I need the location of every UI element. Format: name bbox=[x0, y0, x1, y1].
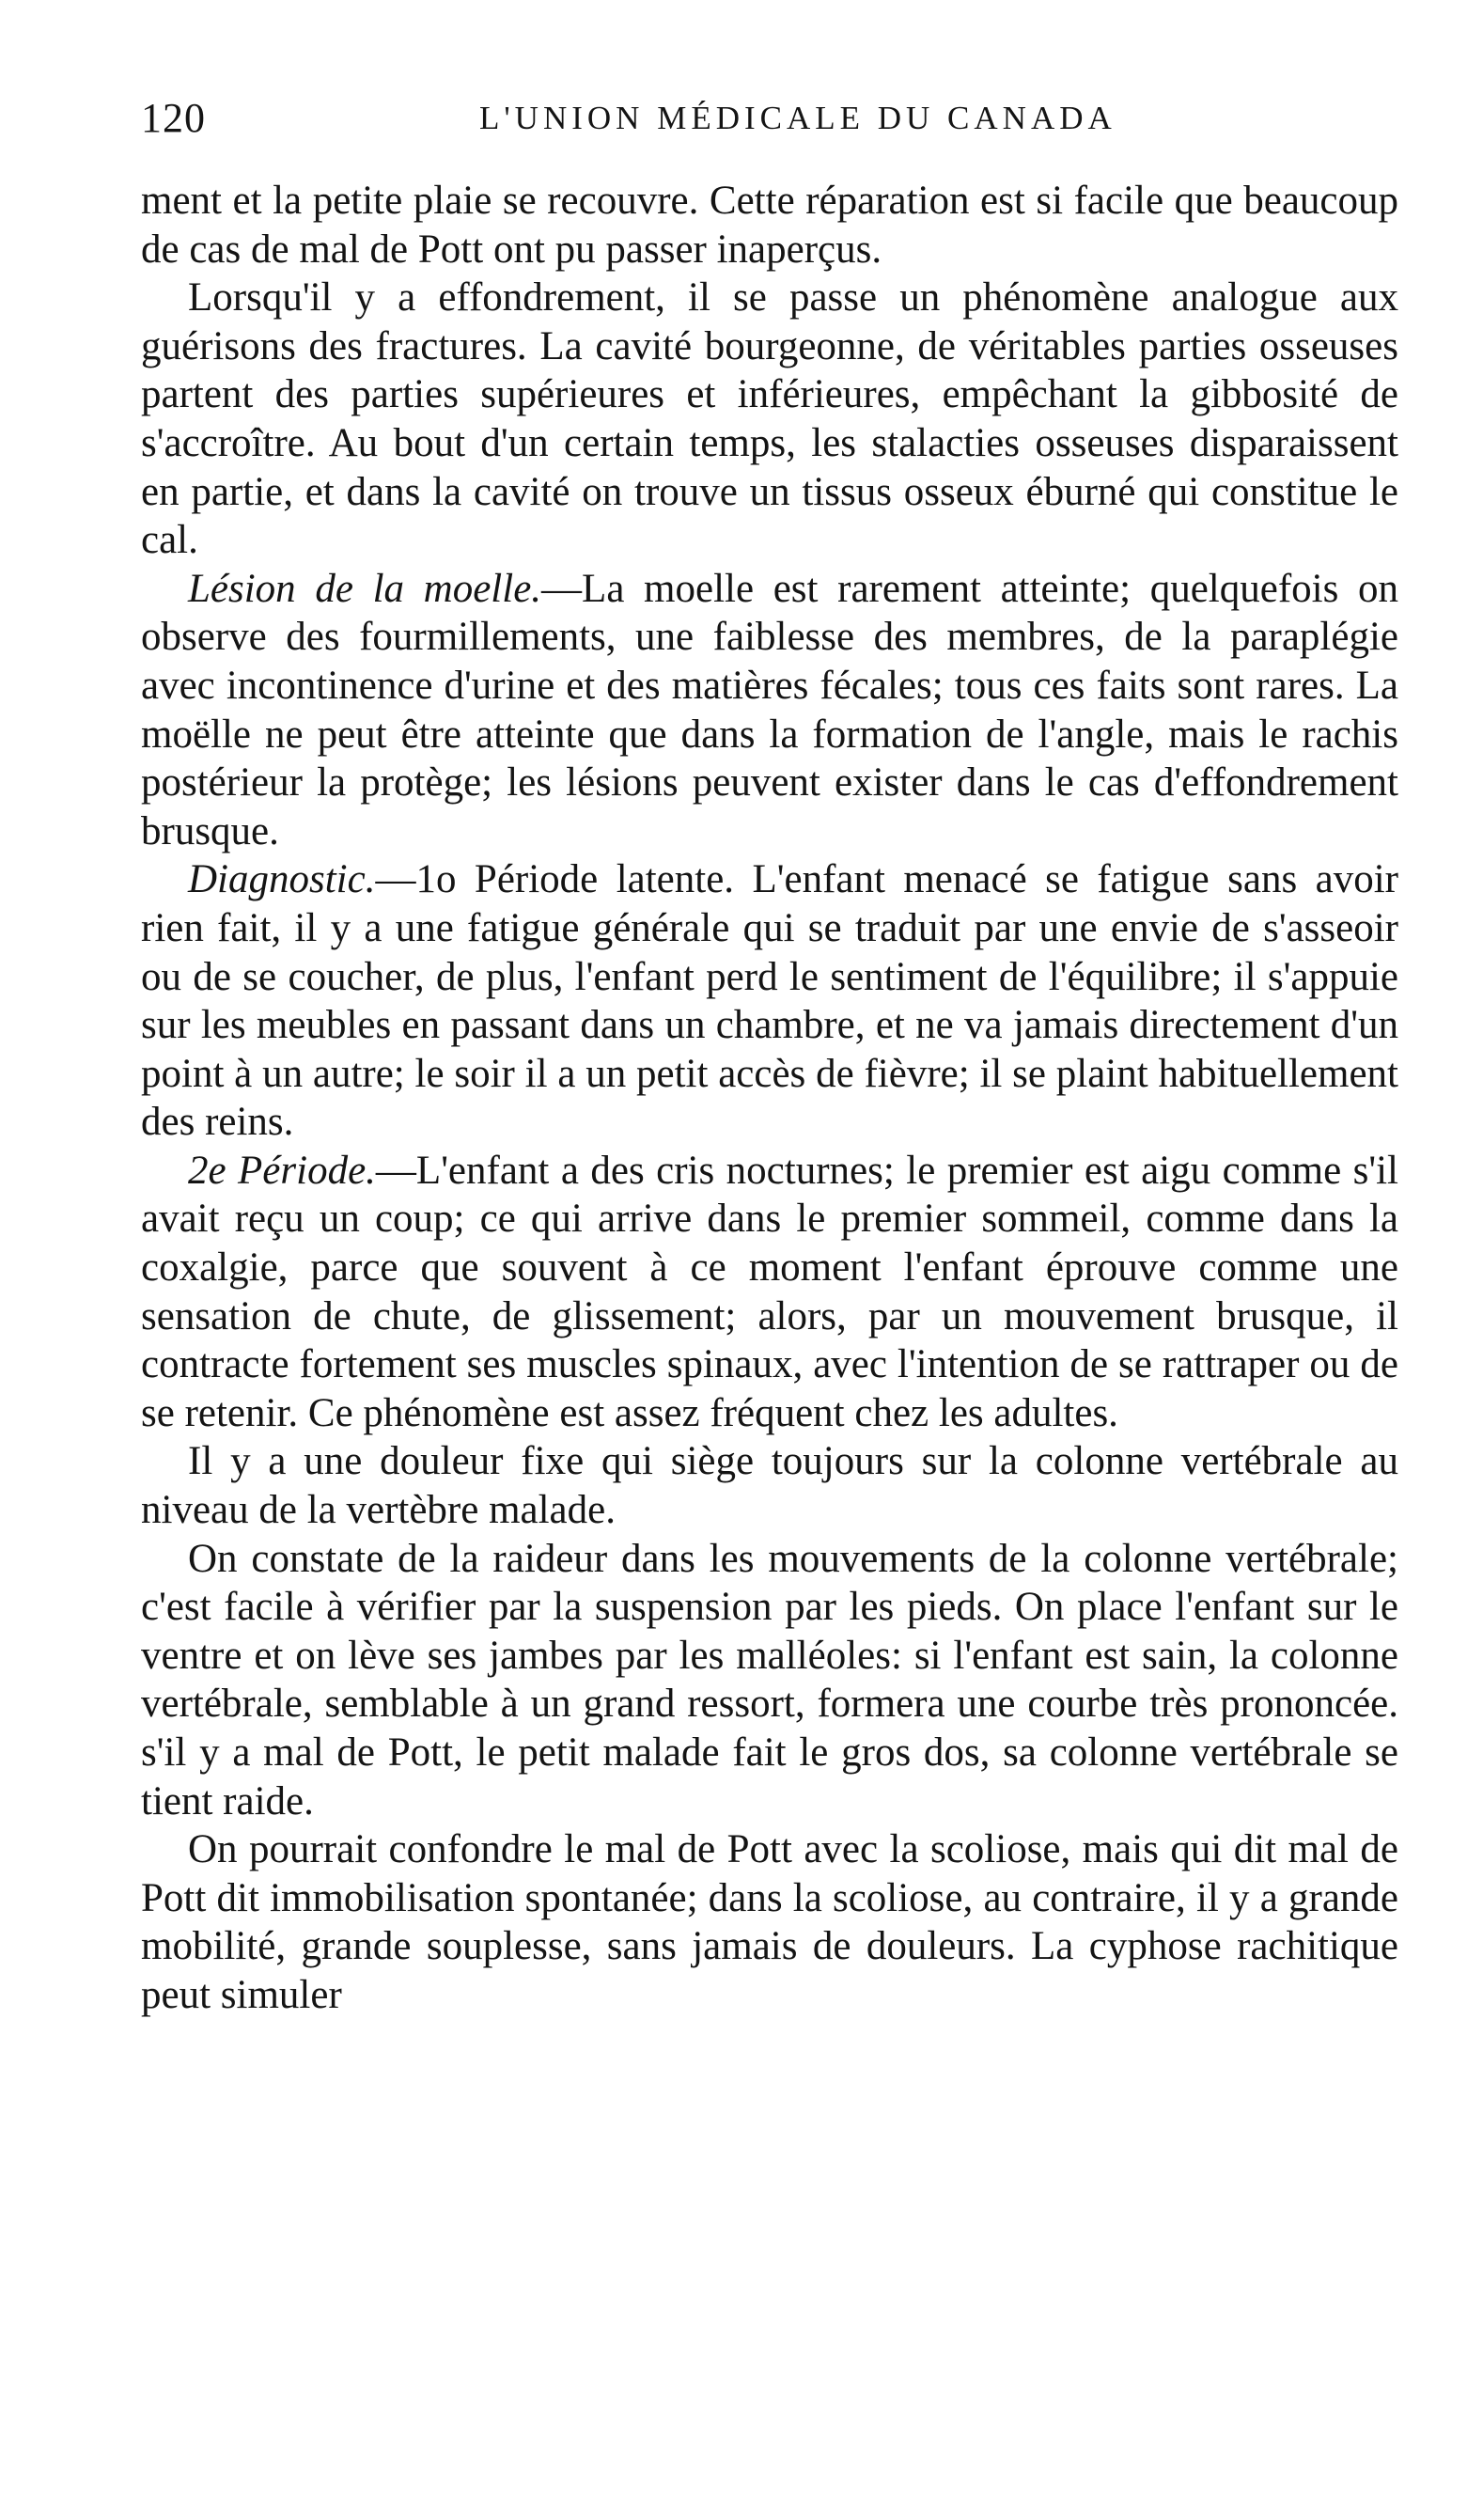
journal-title: L'UNION MÉDICALE DU CANADA bbox=[479, 100, 1116, 136]
paragraph-text: —La moelle est rarement atteinte; quelquefois on observe des fourmillements, une faiblesse des membres, de la paraplégie avec incontinence d'urine et des matières fécales; tous ces faits sont rares. La moëlle ne peut être atteinte que dans la formation de l'angle, mais le rachis postérieur la protège; les lésions peuvent exister dans le cas d'effondrement brusque. bbox=[141, 566, 1398, 853]
running-header bbox=[141, 94, 1400, 150]
paragraph-text: On pourrait confondre le mal de Pott avec la scoliose, mais qui dit mal de Pott dit immobilisation spontanée; dans la scoliose, au contraire, il y a grande mobilité, grande souplesse, sans jamais de douleurs. La cyphose rachitique peut simuler bbox=[141, 1827, 1398, 2017]
paragraph-douleur-fixe bbox=[141, 1437, 1398, 1534]
paragraph-text: Il y a une douleur fixe qui siège toujours sur la colonne vertébrale au niveau de la vertèbre malade. bbox=[141, 1439, 1398, 1533]
paragraph-lesion-moelle bbox=[141, 565, 1398, 856]
page-number: 120 bbox=[141, 95, 206, 141]
paragraph-text: ment et la petite plaie se recouvre. Cette réparation est si facile que beaucoup de cas de mal de Pott ont pu passer inaperçus. bbox=[141, 179, 1398, 272]
paragraph-text: Lorsqu'il y a effondrement, il se passe un phénomène analogue aux guérisons des fractures. La cavité bourgeonne, de véritables parties osseuses partent des parties supérieures et inférieures, empêchant la gibbosité de s'accroître. Au bout d'un certain temps, les stalacties osseuses disparaissent en partie, et dans la cavité on trouve un tissus osseux éburné qui constitue le cal. bbox=[141, 275, 1398, 563]
paragraph-text: On constate de la raideur dans les mouvements de la colonne vertébrale; c'est facile à vérifier par la suspension par les pieds. On place l'enfant sur le ventre et on lève ses jambes par les malléoles: si l'enfant est sain, la colonne vertébrale, semblable à un grand ressort, formera une courbe très prononcée. s'il y a mal de Pott, le petit malade fait le gros dos, sa colonne vertébrale se tient raide. bbox=[141, 1536, 1398, 1823]
body-text bbox=[141, 177, 1398, 2020]
paragraph-continuation bbox=[141, 177, 1398, 274]
section-heading: Diagnostic. bbox=[188, 857, 376, 902]
paragraph-text: —L'enfant a des cris nocturnes; le premier est aigu comme s'il avait reçu un coup; ce qui arrive dans le premier sommeil, comme dans la coxalgie, parce que souvent à ce moment l'enfant éprouve comme une sensation de chute, de glissement; alors, par un mouvement brusque, il contracte fortement ses muscles spinaux, avec l'intention de se rattraper ou de se retenir. Ce phénomène est assez fréquent chez les adultes. bbox=[141, 1148, 1398, 1435]
paragraph-diagnostic bbox=[141, 855, 1398, 1147]
paragraph-deuxieme-periode bbox=[141, 1147, 1398, 1438]
paragraph-raideur bbox=[141, 1535, 1398, 1826]
paragraph-scoliose bbox=[141, 1825, 1398, 2019]
paragraph-effondrement bbox=[141, 274, 1398, 565]
paragraph-text: —1o Période latente. L'enfant menacé se fatigue sans avoir rien fait, il y a une fatigue générale qui se traduit par une envie de s'asseoir ou de se coucher, de plus, l'enfant perd le sentiment de l'équilibre; il s'appuie sur les meubles en passant dans un chambre, et ne va jamais directement d'un point à un autre; le soir il a un petit accès de fièvre; il se plaint habituellement des reins. bbox=[141, 857, 1398, 1145]
section-heading: Lésion de la moelle. bbox=[188, 566, 542, 611]
section-heading: 2e Période. bbox=[188, 1148, 376, 1193]
